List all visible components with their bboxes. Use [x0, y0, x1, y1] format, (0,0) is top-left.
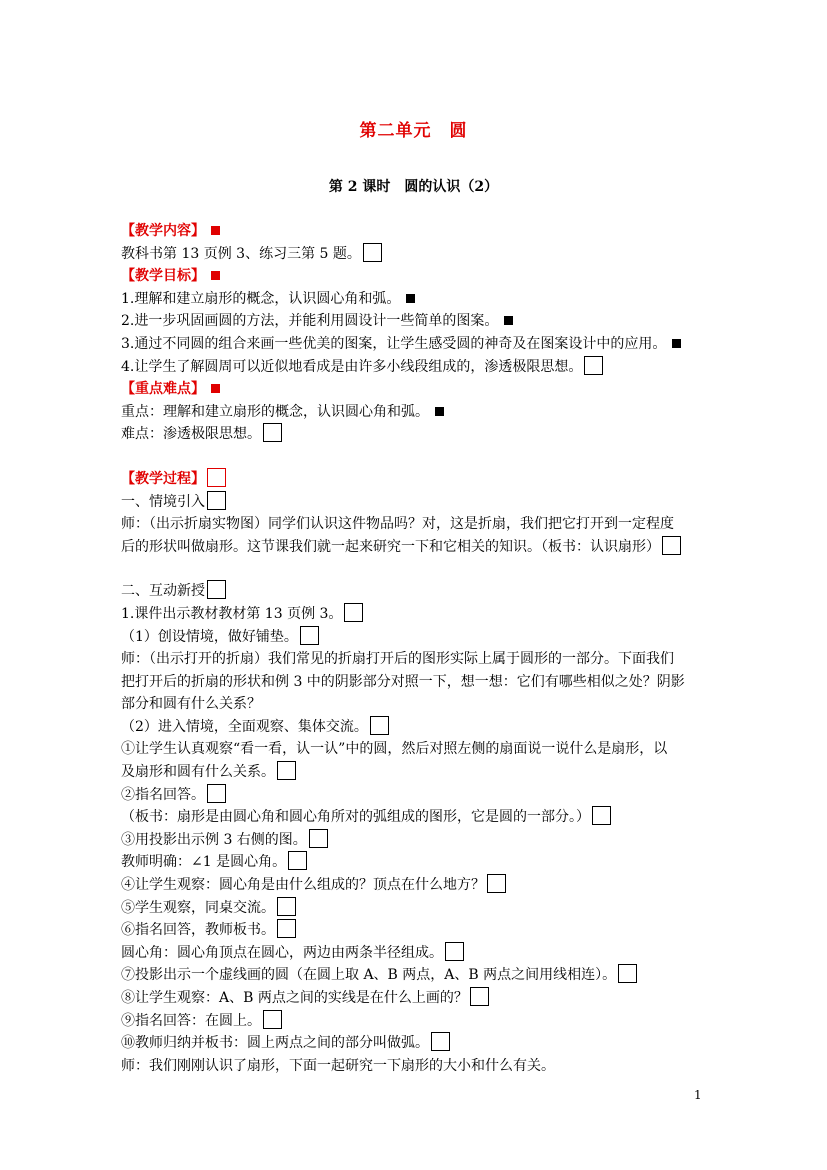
checkbox-icon	[487, 874, 506, 893]
process-line: 一、情境引入	[121, 493, 205, 510]
process-line: 把打开后的折扇的形状和例 3 中的阴影部分对照一下，想一想：它们有哪些相似之处？阴影	[121, 673, 685, 690]
checkbox-icon	[207, 468, 226, 487]
checkbox-icon	[309, 829, 328, 848]
process-line: ③用投影出示例 3 右侧的图。	[121, 831, 307, 848]
process-line: 圆心角：圆心角顶点在圆心，两边由两条半径组成。	[121, 944, 443, 961]
checkbox-icon	[300, 626, 319, 645]
process-line: ⑧让学生观察：A、B 两点之间的实线是在什么上画的？	[121, 990, 468, 1006]
process-line: ⑨指名回答：在圆上。	[121, 1012, 261, 1029]
checkbox-icon	[288, 851, 307, 870]
checkbox-icon	[363, 243, 382, 262]
checkbox-icon	[618, 964, 637, 983]
keypoint-line: 重点：理解和建立扇形的概念，认识圆心角和弧。	[121, 403, 429, 420]
checkbox-icon	[662, 536, 681, 555]
checkbox-icon	[431, 1032, 450, 1051]
process-line: （2）进入情境，全面观察、集体交流。	[121, 718, 368, 735]
checkbox-icon	[277, 897, 296, 916]
checkbox-icon	[592, 806, 611, 825]
process-line: 师：（出示打开的折扇）我们常见的折扇打开后的图形实际上属于圆形的一部分。下面我们	[121, 651, 674, 668]
process-line: 二、互动新授	[121, 583, 205, 600]
process-line: 及扇形和圆有什么关系。	[121, 764, 275, 781]
checkbox-icon	[207, 784, 226, 803]
page-number: 1	[694, 1088, 702, 1102]
process-line: 后的形状叫做扇形。这节课我们就一起来研究一下和它相关的知识。（板书：认识扇形）	[121, 538, 660, 555]
process-line: 部分和圆有什么关系？	[121, 696, 261, 713]
checkbox-icon	[584, 356, 603, 375]
content-line: 教科书第 13 页例 3、练习三第 5 题。	[121, 245, 361, 262]
difficulty-line: 难点：渗透极限思想。	[121, 426, 261, 443]
square-marker-icon	[435, 407, 444, 416]
section-header-keypoints: 【重点难点】	[121, 381, 205, 398]
unit-title: 第二单元 圆	[359, 121, 468, 141]
process-line: （板书：扇形是由圆心角和圆心角所对的弧组成的图形，它是圆的一部分。）	[121, 809, 590, 826]
goal-line-4: 4.让学生了解圆周可以近似地看成是由许多小线段组成的，渗透极限思想。	[121, 358, 583, 375]
process-line: 师：（出示折扇实物图）同学们认识这件物品吗？对，这是折扇，我们把它打开到一定程度	[121, 516, 674, 533]
process-line: ⑤学生观察，同桌交流。	[121, 899, 275, 916]
process-line: ②指名回答。	[121, 786, 205, 803]
document-body	[121, 220, 711, 1077]
square-marker-icon	[211, 271, 220, 280]
process-line: 1.课件出示教材教材第 13 页例 3。	[121, 605, 343, 622]
checkbox-icon	[277, 919, 296, 938]
checkbox-icon	[263, 423, 282, 442]
checkbox-icon	[470, 987, 489, 1006]
checkbox-icon	[207, 491, 226, 510]
process-line: 教师明确：∠1 是圆心角。	[121, 854, 287, 871]
lesson-subtitle: 第 2 课时 圆的认识（2）	[328, 179, 499, 195]
square-marker-icon	[504, 316, 513, 325]
process-line: ④让学生观察：圆心角是由什么组成的？顶点在什么地方？	[121, 877, 485, 894]
goal-line-1: 1.理解和建立扇形的概念，认识圆心角和弧。	[121, 290, 401, 307]
checkbox-icon	[445, 942, 464, 961]
square-marker-icon	[211, 226, 220, 235]
square-marker-icon	[211, 384, 220, 393]
process-line: （1）创设情境，做好铺垫。	[121, 628, 298, 645]
goal-line-3: 3.通过不同圆的组合来画一些优美的图案，让学生感受圆的神奇及在图案设计中的应用。	[121, 335, 667, 352]
section-header-content: 【教学内容】	[121, 223, 205, 239]
process-line: ⑦投影出示一个虚线画的圆（在圆上取 A、B 两点，A、B 两点之间用线相连）。	[121, 967, 617, 984]
section-header-process: 【教学过程】	[121, 470, 205, 487]
checkbox-icon	[344, 603, 363, 622]
square-marker-icon	[672, 339, 681, 348]
process-line: 师：我们刚刚认识了扇形，下面一起研究一下扇形的大小和什么有关。	[121, 1057, 555, 1074]
section-header-goals: 【教学目标】	[121, 268, 205, 285]
square-marker-icon	[406, 294, 415, 303]
checkbox-icon	[207, 580, 226, 599]
goal-line-2: 2.进一步巩固画圆的方法，并能利用圆设计一些简单的图案。	[121, 313, 499, 330]
process-line: ①让学生认真观察“看一看，认一认”中的圆，然后对照左侧的扇面说一说什么是扇形，以	[121, 741, 668, 758]
process-line: ⑩教师归纳并板书：圆上两点之间的部分叫做弧。	[121, 1035, 429, 1052]
process-line: ⑥指名回答，教师板书。	[121, 922, 275, 939]
checkbox-icon	[263, 1010, 282, 1029]
checkbox-icon	[370, 716, 389, 735]
checkbox-icon	[277, 761, 296, 780]
